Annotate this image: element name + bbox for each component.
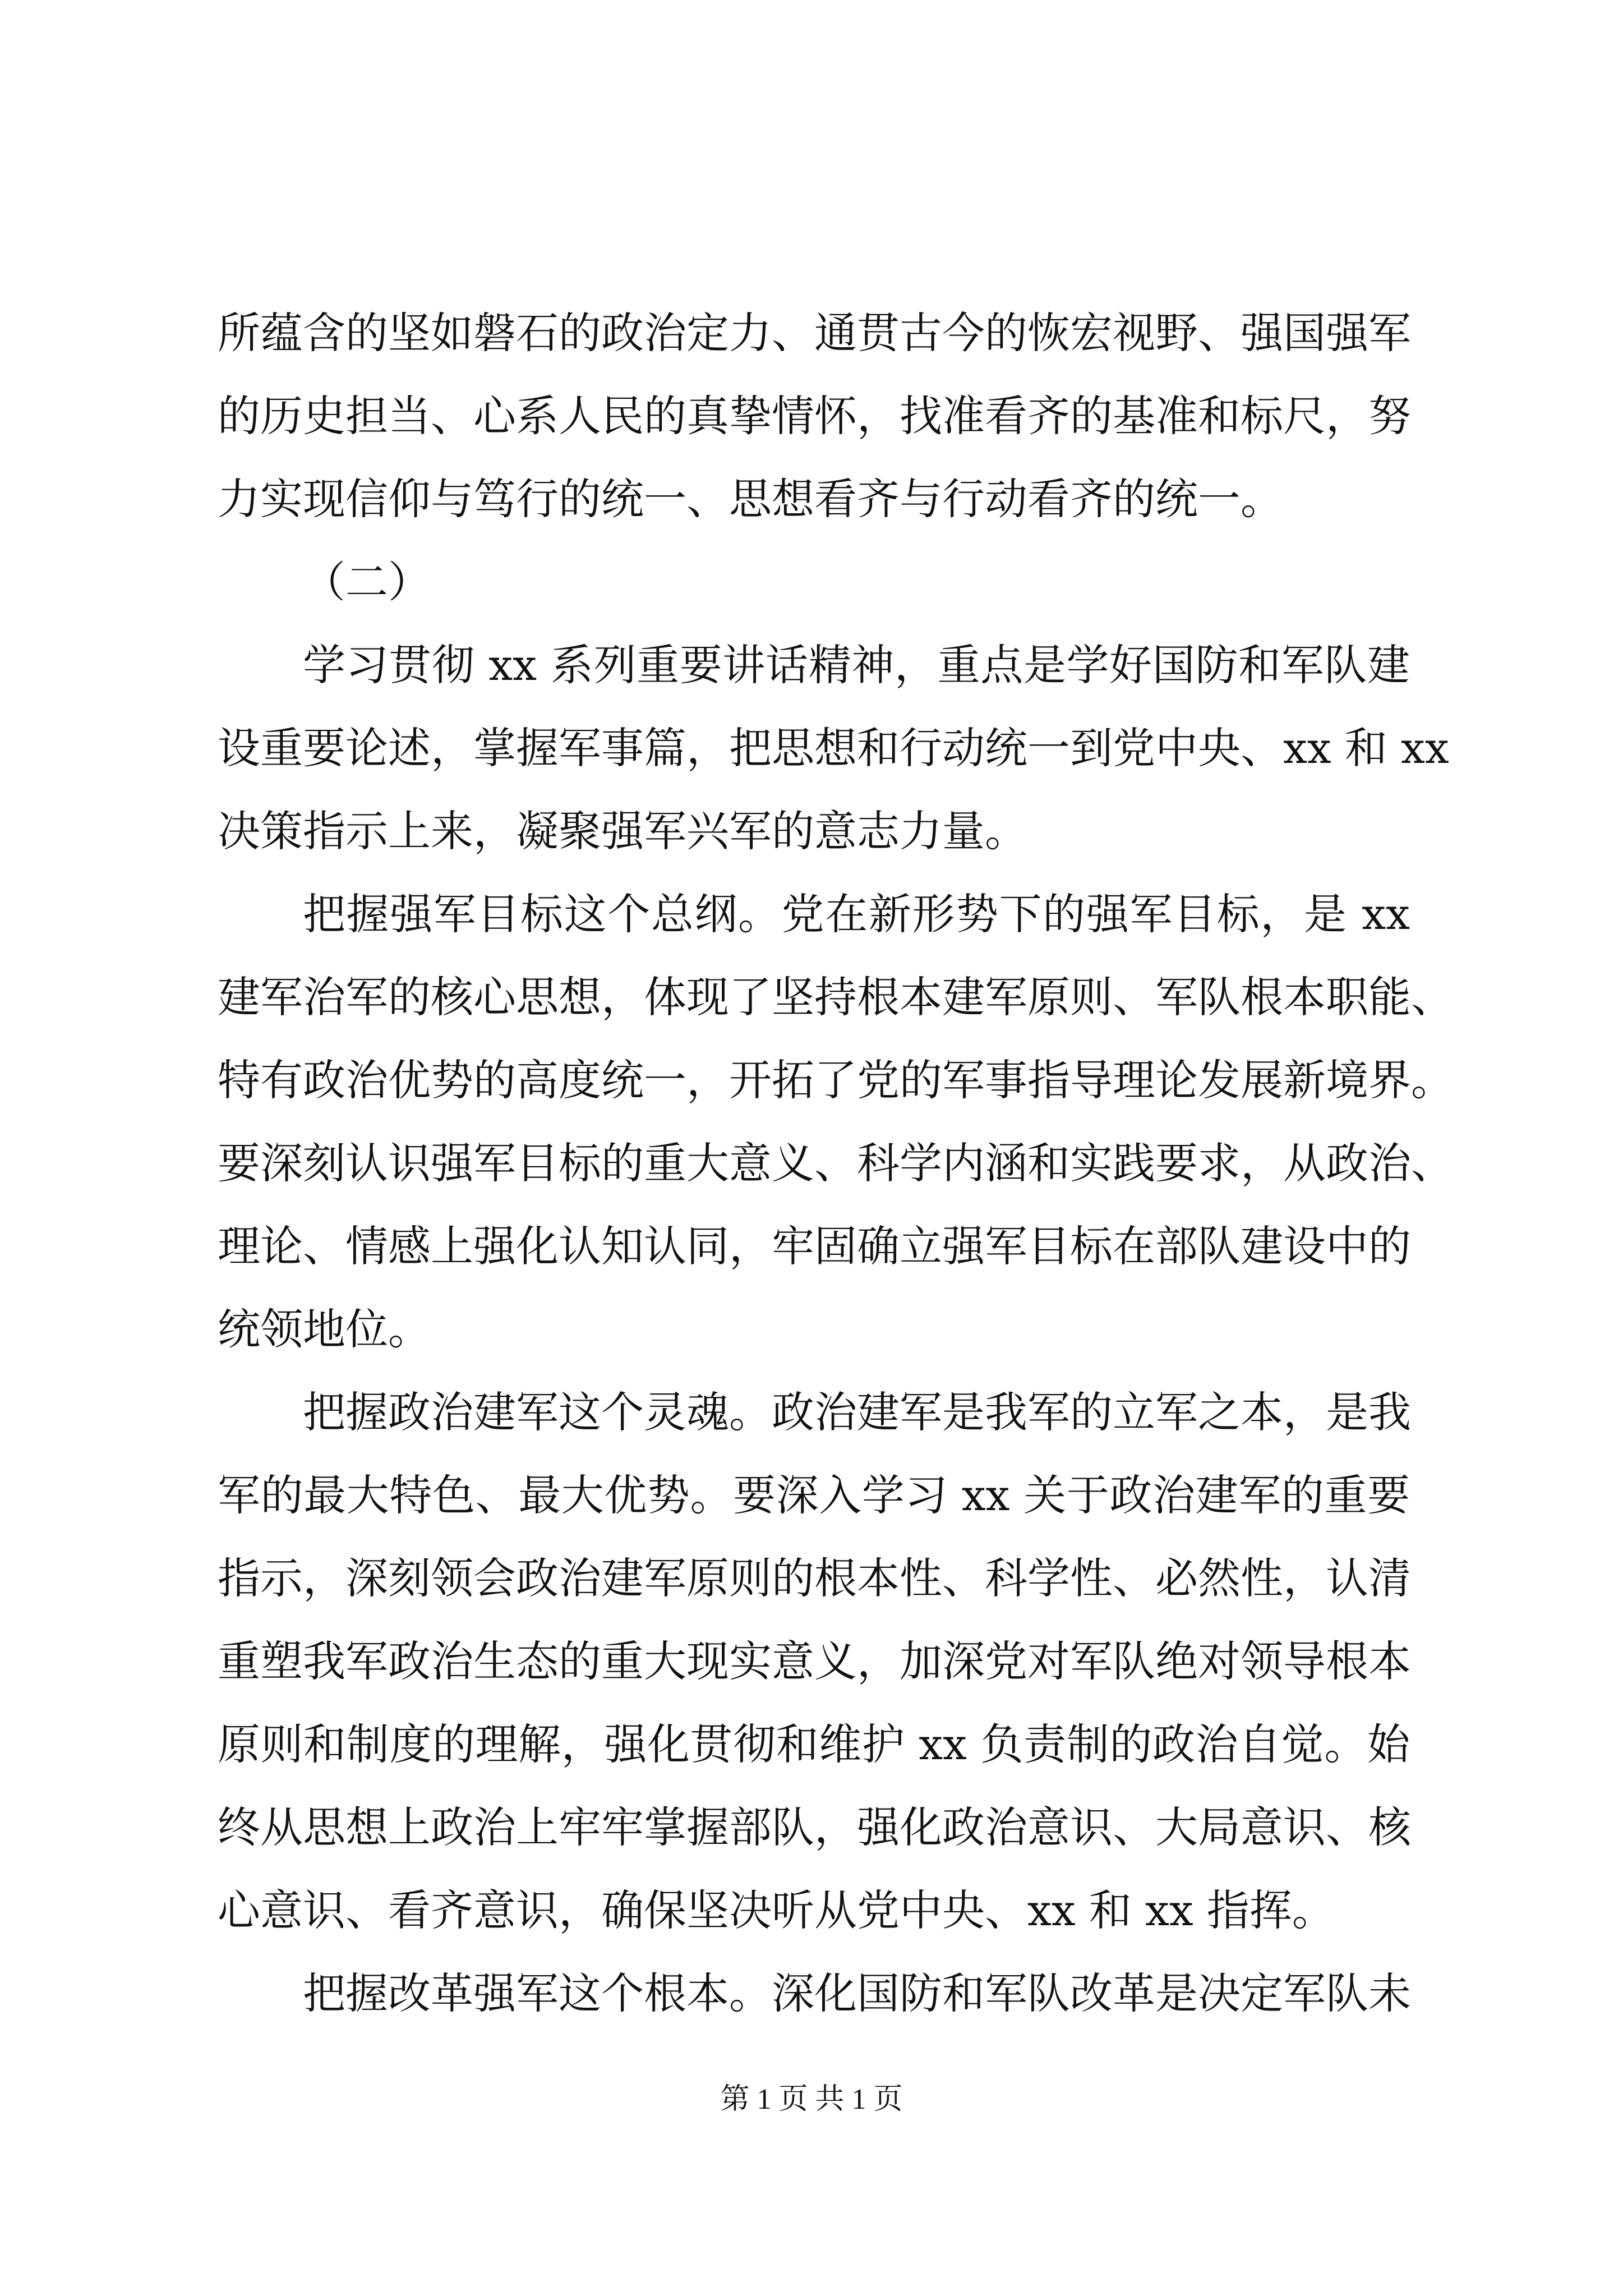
text-line: 军的最大特色、最大优势。要深入学习 xx 关于政治建军的重要 [218, 1470, 1410, 1520]
text-line: 学习贯彻 xx 系列重要讲话精神，重点是学好国防和军队建 [303, 640, 1410, 690]
text-line: 把握强军目标这个总纲。党在新形势下的强军目标，是 xx [303, 889, 1410, 939]
text-line: 重塑我军政治生态的重大现实意义，加深党对军队绝对领导根本 [218, 1636, 1411, 1686]
text-line: 建军治军的核心思想，体现了坚持根本建军原则、军队根本职能、 [218, 972, 1454, 1022]
document-body [218, 292, 1454, 2035]
text-line: 把握改革强军这个根本。深化国防和军队改革是决定军队未 [303, 1968, 1411, 2018]
text-line: 终从思想上政治上牢牢掌握部队，强化政治意识、大局意识、核 [218, 1802, 1411, 1852]
text-line: 力实现信仰与笃行的统一、思想看齐与行动看齐的统一。 [218, 474, 1283, 524]
text-line: 理论、情感上强化认知认同，牢固确立强军目标在部队建设中的 [218, 1221, 1411, 1271]
text-line: 要深刻认识强军目标的重大意义、科学内涵和实践要求，从政治、 [218, 1138, 1454, 1188]
text-line: 的历史担当、心系人民的真挚情怀，找准看齐的基准和标尺，努 [218, 391, 1411, 441]
text-line: 心意识、看齐意识，确保坚决听从党中央、xx 和 xx 指挥。 [218, 1885, 1335, 1935]
text-line: 指示，深刻领会政治建军原则的根本性、科学性、必然性，认清 [218, 1553, 1411, 1603]
text-line: 设重要论述，掌握军事篇，把思想和行动统一到党中央、xx 和 xx [218, 723, 1449, 773]
section-heading: （二） [303, 557, 431, 607]
text-line: 特有政治优势的高度统一，开拓了党的军事指导理论发展新境界。 [218, 1055, 1454, 1105]
text-line: 所蕴含的坚如磐石的政治定力、通贯古今的恢宏视野、强国强军 [218, 308, 1411, 358]
page-number-footer: 第 1 页 共 1 页 [720, 2083, 903, 2115]
text-line: 原则和制度的理解，强化贯彻和维护 xx 负责制的政治自觉。始 [218, 1719, 1410, 1769]
text-line: 决策指示上来，凝聚强军兴军的意志力量。 [218, 806, 1027, 856]
text-line: 把握政治建军这个灵魂。政治建军是我军的立军之本，是我 [303, 1387, 1411, 1437]
text-line: 统领地位。 [218, 1304, 431, 1354]
